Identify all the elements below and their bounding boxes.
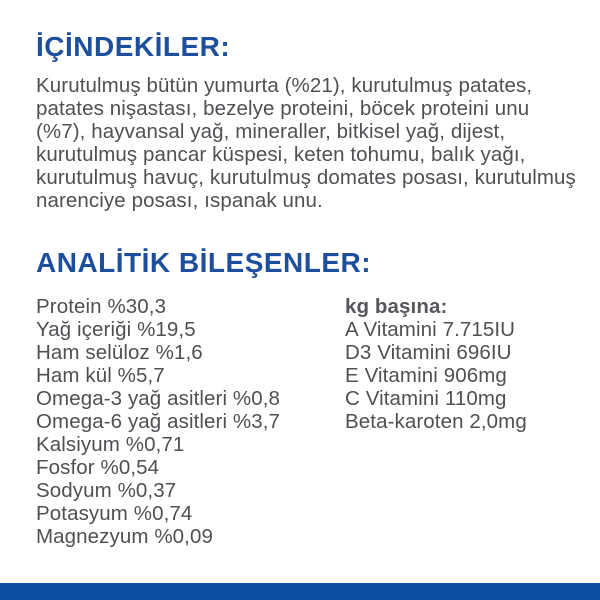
analytical-section-title: ANALİTİK BİLEŞENLER: bbox=[36, 247, 372, 278]
bottom-accent-bar bbox=[0, 583, 600, 600]
vitamin-row: E Vitamini 906mg bbox=[345, 364, 507, 387]
vitamins-list bbox=[345, 318, 581, 433]
nutrients-list bbox=[36, 295, 345, 548]
nutrient-row: Potasyum %0,74 bbox=[36, 502, 193, 525]
nutrient-row: Yağ içeriği %19,5 bbox=[36, 318, 196, 341]
nutrient-row: Omega-3 yağ asitleri %0,8 bbox=[36, 387, 281, 410]
vitamin-row: A Vitamini 7.715IU bbox=[345, 318, 516, 341]
nutrient-row: Kalsiyum %0,71 bbox=[36, 433, 185, 456]
nutrient-row: Ham kül %5,7 bbox=[36, 364, 165, 387]
vitamin-row: D3 Vitamini 696IU bbox=[345, 341, 512, 364]
ingredients-paragraph: Kurutulmuş bütün yumurta (%21), kurutulmuş patates, patates nişastası, bezelye proteini, böcek proteini unu (%7), hayvansal yağ, mineraller, bitkisel yağ, dijest, kurutulmuş pancar küspesi, keten tohumu, balık yağı, kurutulmuş havuç, kurutulmuş domates posası, kurutulmuş narenciye posası, ıspanak unu. bbox=[36, 74, 576, 212]
vitamins-column bbox=[345, 295, 581, 548]
nutrient-row: Ham selüloz %1,6 bbox=[36, 341, 203, 364]
nutrient-row: Fosfor %0,54 bbox=[36, 456, 160, 479]
nutrient-row: Omega-6 yağ asitleri %3,7 bbox=[36, 410, 281, 433]
nutrient-row: Sodyum %0,37 bbox=[36, 479, 177, 502]
nutrient-row: Protein %30,3 bbox=[36, 295, 167, 318]
nutrient-row: Magnezyum %0,09 bbox=[36, 525, 213, 548]
vitamin-row: C Vitamini 110mg bbox=[345, 387, 507, 410]
ingredients-section-title: İÇİNDEKİLER: bbox=[36, 31, 231, 62]
per-kg-header: kg başına: bbox=[345, 295, 448, 318]
analytical-columns bbox=[36, 295, 581, 548]
vitamin-row: Beta-karoten 2,0mg bbox=[345, 410, 527, 433]
